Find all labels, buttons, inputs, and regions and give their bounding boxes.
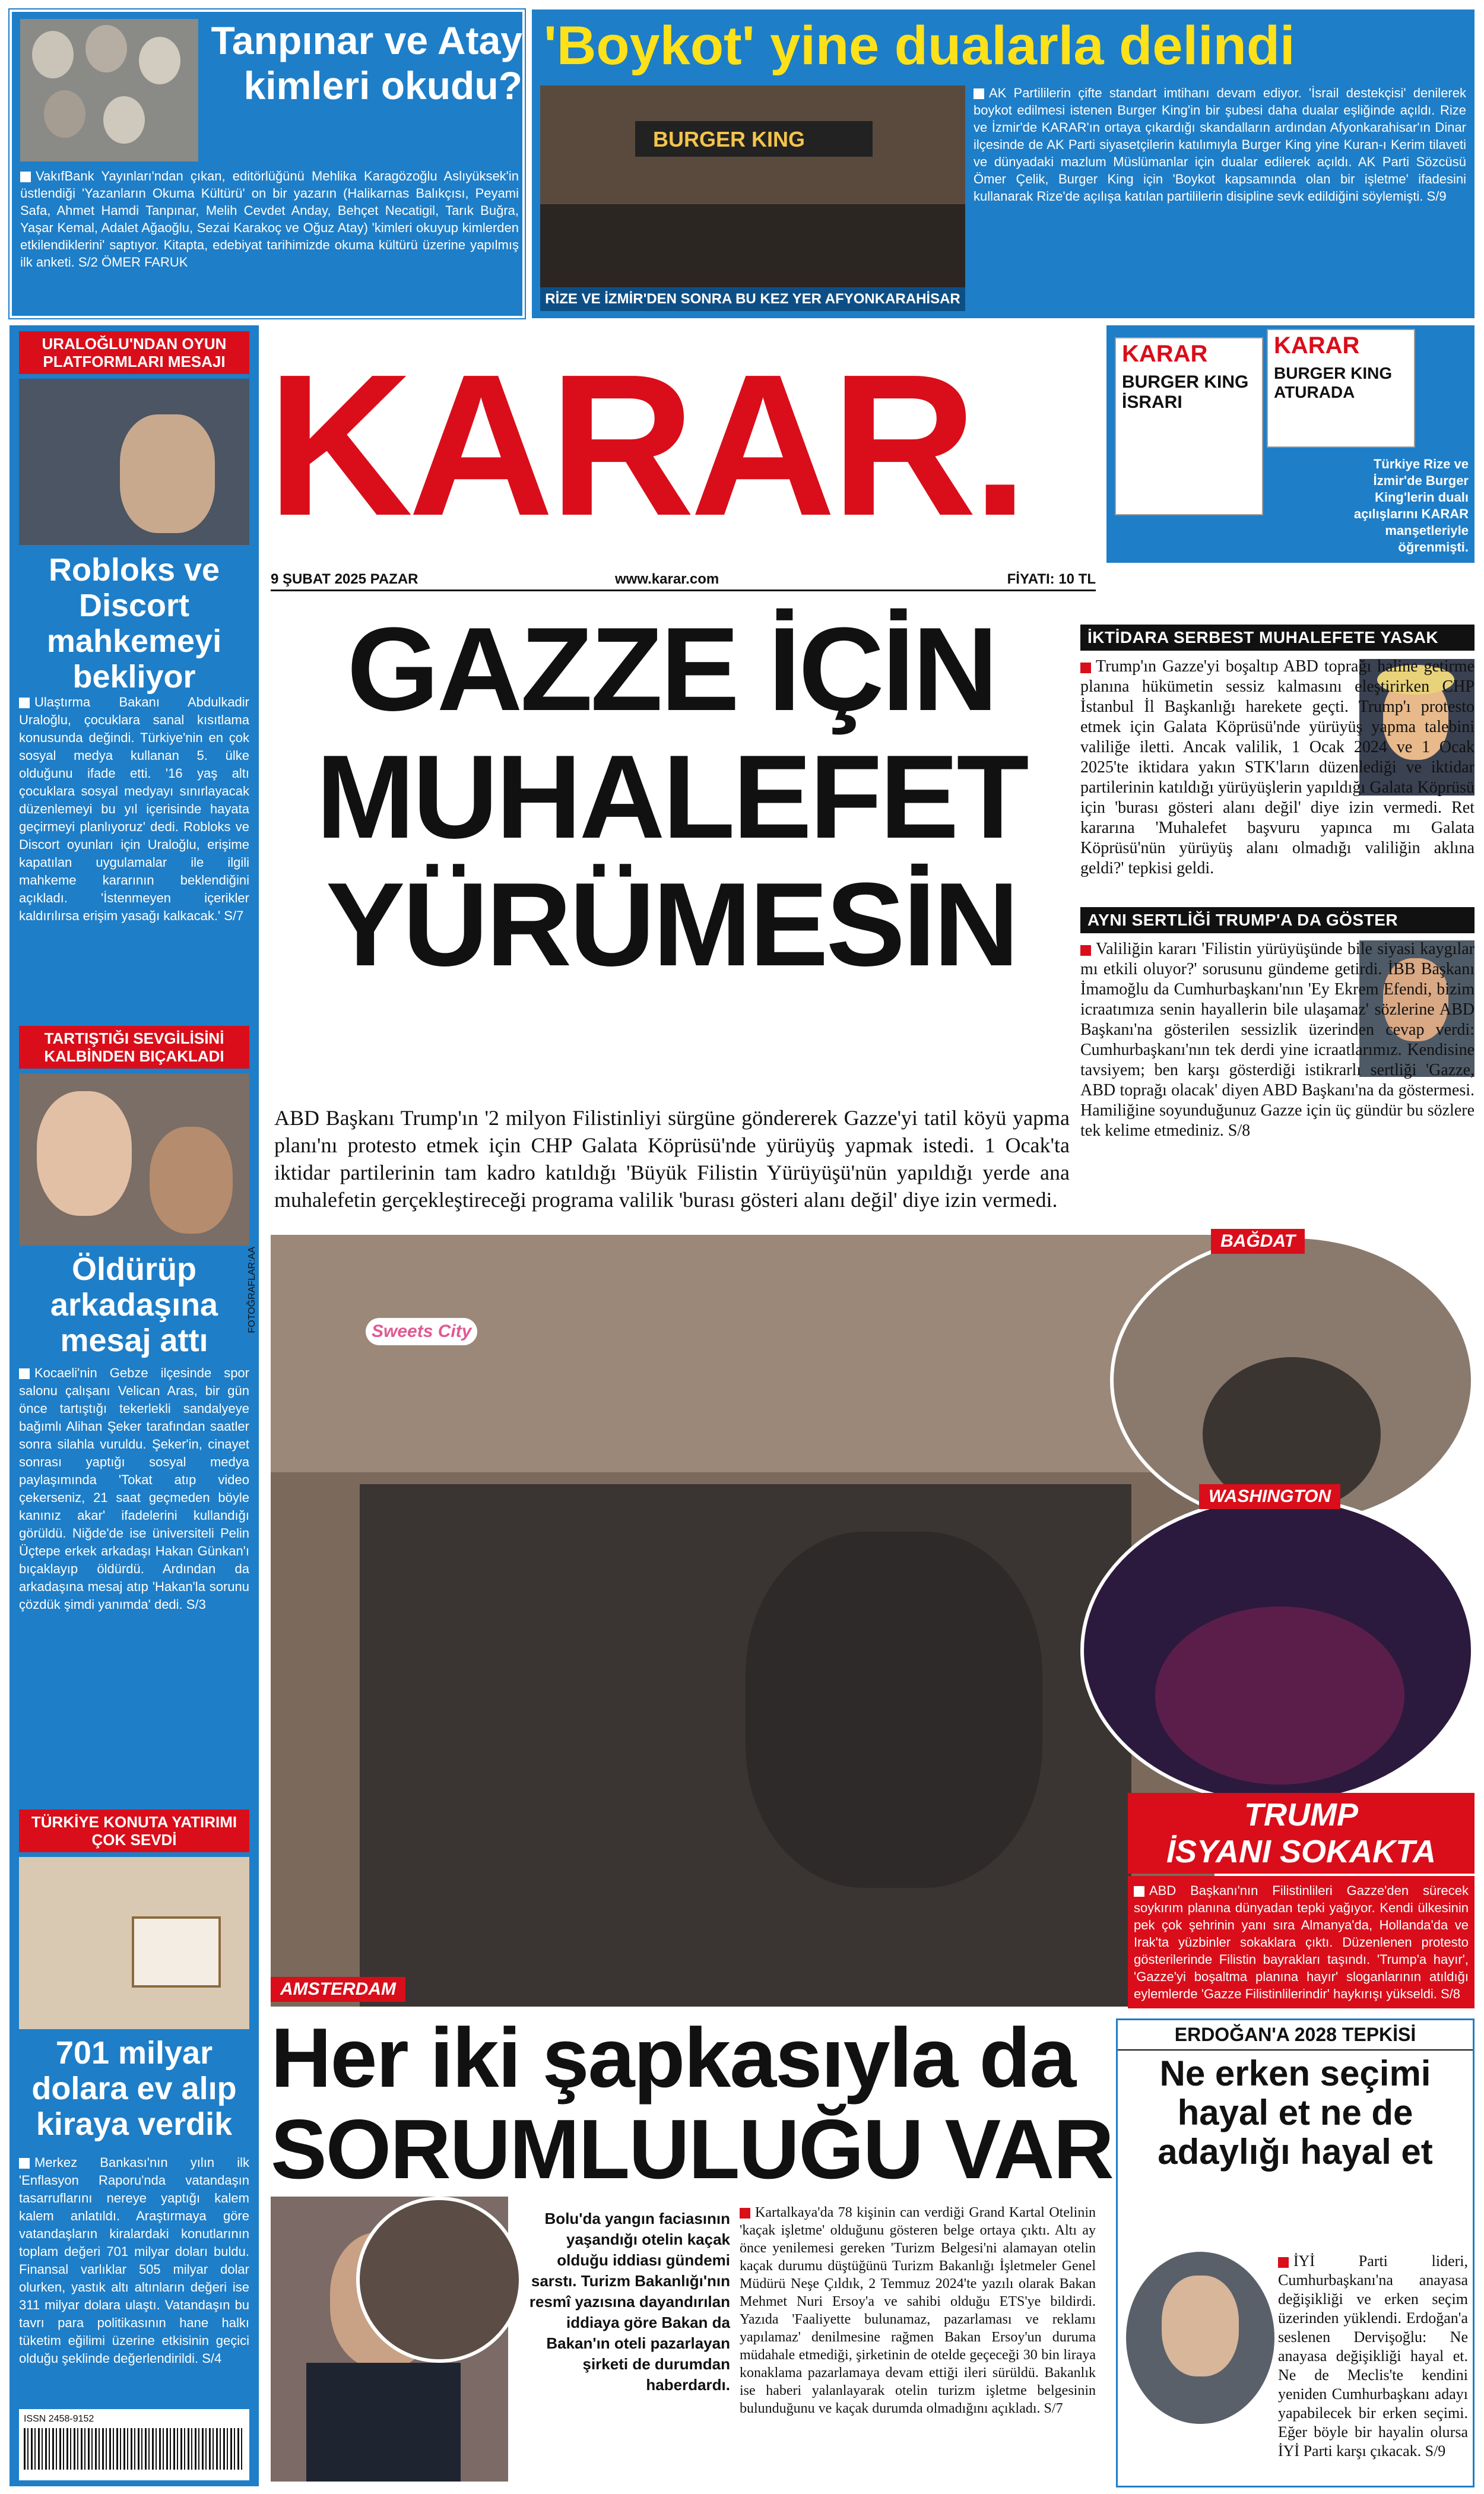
city-label-amsterdam: AMSTERDAM xyxy=(271,1977,405,2002)
section-bar-1: İKTİDARA SERBEST MUHALEFETE YASAK xyxy=(1080,625,1475,651)
erdogan-title: Ne erken seçimi hayal et ne de adaylığı hayal et xyxy=(1158,2053,1433,2172)
top-right-promo[interactable] xyxy=(532,9,1475,318)
photo-credit: FOTOĞRAFLAR:AA xyxy=(247,1247,257,1333)
top-right-body: AK Partililerin çifte standart imtihanı devam ediyor. 'İsrail destekçisi' denilerek boykot edilmesi istenen Burger King'in bir şubesi daha dualar eşliğinde açıldı. Rize ve İzmir'de KARAR'ın ortaya çıkardığı skandalların ardından Afyonkarahisar'ın Dinar ilçesinde de AK Parti siyasetçilerin katılımıyla Burger King yine Kuran-ı Kerim tilaveti ve dünyadaki mazlum Müslümanlar için dualar edilerek açıldı. AK Parti Sözcüsü Ömer Çelik, Burger King için 'Boykot kapsamında olan bir işletme' ifadesini kullanarak Rize'de açılışa katılan partililerin disipline sevk edildiğini söylemişti. S/9 xyxy=(974,85,1466,204)
lead-deck: ABD Başkanı Trump'ın '2 milyon Filistinliyi sürgüne göndererek Gazze'yi tatil köyü yapma planı'nı protesto etmek için CHP Galata Köprüsü'nde yürüyüş yapmak istedi. 1 Ocak'ta iktidar partilerinin tam kadro katıldığı 'Büyük Filistin Yürüyüşü'nün yapıldığı yerde ana muhalefetin gerçekleştireceği programa valilik 'burası gösteri alanı değil' diye izin vermedi. xyxy=(274,1106,1070,1212)
burger-king-photo xyxy=(540,85,965,287)
trump-protest-title: TRUMP İSYANI SOKAKTA xyxy=(1128,1793,1475,1874)
left-sidebar xyxy=(9,325,259,2486)
top-left-body: VakıfBank Yayınları'ndan çıkan, editörlüğünü Mehlika Karagözoğlu Aslıyüksek'in üstlendiği 'Yazanların Okuma Kültürü' on bir yazarın (Halikarnas Balıkçısı, Peyami Safa, Ahmet Hamdi Tanpınar, Melih Cevdet Anday, Behçet Necatigil, Tarık Buğra, Yaşar Kemal, Adalet Ağaoğlu, Sezai Karakoç ve Oğuz Atay) 'kimleri okuyup kimlerden etkilendiklerini' saptıyor. Kitapta, edebiyat tarihimizde okuma kültürü üzerine yapılmış ilk anketi. S/2 ÖMER FARUK xyxy=(20,169,519,270)
photo-sign: BURGER KING xyxy=(653,127,806,151)
clip1-head: BURGER KING İSRARI xyxy=(1122,372,1249,412)
price: FİYATI: 10 TL xyxy=(1007,571,1096,587)
shop-sign: Sweets City xyxy=(366,1318,477,1345)
sidebar-title-1: Robloks ve Discort mahkemeyi bekliyor xyxy=(46,552,222,695)
erdogan-body: İYİ Parti lideri, Cumhurbaşkanı'na anayasa değişikliği ve erken seçim üzerinden yüklendi. Erdoğan'a seslenen Dervişoğlu: Ne anayasa değişikliği hayal et. Ne de Meclis'te kendini yeniden Cumhurbaşkanı adayı yapabilecek bir erken seçimi. Eğer böyle bir hayalin olursa İYİ Parti karşı çıkacak. S/9 xyxy=(1278,2252,1468,2460)
erdogan-kicker: ERDOĞAN'A 2028 TEPKİSİ xyxy=(1118,2020,1473,2051)
clip2-logo: KARAR xyxy=(1274,332,1360,359)
washington-photo xyxy=(1080,1496,1475,1805)
sidebar-body-1: Ulaştırma Bakanı Abdulkadir Uraloğlu, çocuklara sanal kısıtlama konusunda değindi. Türkiye'nin en çok sosyal medya kullanan 5. ülke olduğunu ifade etti. '16 yaş altı çocuklara sosyal medyayı sınırlayacak düzenlemeyi bu yıl içerisinde hayata geçirmeyi planlıyoruz' dedi. Robloks ve Discort oyunları için Uraloğlu, erişime kapatılan uygulamalar ile ilgili mahkeme kararının beklendiğini açıkladı. 'İstenmeyen içerikler kaldırılırsa erişim yasağı kalkacak.' S/7 xyxy=(19,695,249,923)
money-house-photo xyxy=(19,1857,249,2029)
issn-label: ISSN 2458-9152 xyxy=(24,2414,94,2424)
top-left-title: Tanpınar ve Atay kimleri okudu? xyxy=(211,18,522,107)
amsterdam-photo[interactable] xyxy=(271,1235,1215,2007)
authors-collage xyxy=(20,19,198,161)
clipping-2 xyxy=(1267,329,1415,448)
hotel-fire-photo xyxy=(356,2197,522,2363)
bottom-small-text: Bolu'da yangın faciasının yaşandığı otelin kaçak olduğu iddiası gündemi sarstı. Turizm Bakanlığı'nın resmî yazısına dayandırılan iddiaya göre Bakan da Bakan'ın oteli pazarlayan şirketi de durumdan haberdardı. xyxy=(529,2210,730,2394)
couple-photo xyxy=(19,1073,249,1246)
clippings-box xyxy=(1106,325,1475,563)
baghdad-photo xyxy=(1110,1235,1475,1526)
lead-headline: GAZZE İÇİN MUHALEFET YÜRÜMESİN xyxy=(316,603,1027,991)
clipping-1 xyxy=(1115,337,1263,515)
dervisoglu-photo xyxy=(1126,2252,1274,2424)
sidebar-kicker-3: TÜRKİYE KONUTA YATIRIMI ÇOK SEVDİ xyxy=(19,1810,249,1852)
sidebar-title-3: 701 milyar dolara ev alıp kiraya verdik xyxy=(31,2035,237,2142)
clip1-logo: KARAR xyxy=(1122,341,1208,367)
section-bar-2: AYNI SERTLİĞİ TRUMP'A DA GÖSTER xyxy=(1080,907,1475,933)
bottom-headline: Her iki şapkasıyla da SORUMLULUĞU VAR xyxy=(271,2011,1113,2197)
dateline-bar xyxy=(271,568,1096,591)
uraloglu-photo xyxy=(19,379,249,545)
clipping-caption: Türkiye Rize ve İzmir'de Burger King'lerin dualı açılışlarını KARAR manşetleriyle öğrenmişti. xyxy=(1353,457,1469,554)
sidebar-body-2: Kocaeli'nin Gebze ilçesinde spor salonu çalışanı Velican Aras, bir gün önce tartıştığı tekerlekli sandalyeye bağımlı Alihan Şeker tarafından saatler sonra silahla vuruldu. Şeker'in, cinayet sonrası yaptığı sosyal medya paylaşımında 'Tokat atıp video çekerseniz, 21 saat geçmeden böyle kanınız akar' ifadelerini kullandığı görüldü. Niğde'de ise üniversiteli Pelin Üçtepe erkek arkadaşı Hakan Günkan'ı bıçaklayıp öldürdü. Ardından da arkadaşına mesaj atıp 'Hakan'la sorunu çözdük şimdi yanımda' dedi. S/3 xyxy=(19,1365,249,1612)
sidebar-title-2: Öldürüp arkadaşına mesaj attı xyxy=(50,1251,218,1358)
site-url[interactable]: www.karar.com xyxy=(615,571,719,587)
trump-protest-body: ABD Başkanı'nın Filistinlileri Gazze'den sürecek soykırım planına dünyadan tepki yağıyor. Kendi ülkesinin pek çok şehrinin yanı sıra Almanya'da, Hollanda'da ve Irak'ta yüzbinler sokaklara çıktı. Düzenlenen protesto gösterilerinde Filistin bayrakları taşındı. 'Trump'a hayır', 'Gazze'yi boşaltma planına hayır' sloganlarının atıldığı eylemlerde 'Gazze Filistinlilerindir' haykırışı yükseldi. S/8 xyxy=(1128,1876,1475,2008)
erdogan-box xyxy=(1116,2018,1475,2487)
barcode xyxy=(19,2409,249,2480)
top-left-promo[interactable] xyxy=(9,9,525,318)
issue-date: 9 ŞUBAT 2025 PAZAR xyxy=(271,571,418,587)
city-label-baghdad: BAĞDAT xyxy=(1211,1229,1305,1254)
sidebar-kicker-1: URALOĞLU'NDAN OYUN PLATFORMLARI MESAJI xyxy=(19,331,249,374)
right-body-1: Trump'ın Gazze'yi boşaltıp ABD toprağı haline getirme planına hükümetin sessiz kalmasını eleştirirken CHP İstanbul İl Başkanlığı harekete geçti. Trump'ı protesto etmek için Galata Köprüsü'nde yürüyüş yapma talebini valiliğe iletti. Ancak valilik, 1 Ocak 2024 ve 1 Ocak 2025'te iktidara yakın STK'ların düzenlediği ve iktidar partilerinin katıldığı yürüyüşlerin yapıldığı Galata Köprüsü için 'burası gösteri alanı değil' diye izin vermedi. Ret kararına 'Muhalefet başvuru yapınca mı Galata Köprüsü'nün yürüyüş alanı olmadığı valiliğin aklına geldi?' tepkisi geldi. xyxy=(1080,657,1475,877)
right-body-2: Valiliğin kararı 'Filistin yürüyüşünde bile siyasi kaygılar mı etkili oluyor?' sorusunu gündeme getirdi. İBB Başkanı İmamoğlu da Cumhurbaşkanı'nın 'Ey Ekrem Efendi, bizim icraatımıza senin hayallerin bile ulaşamaz' sözlerine ABD Başkanı'na gösterilen sessizlik üzerinden cevap verdi: Cumhurbaşkanı'nın tek derdi yine icraatlarımız. Kendisine tavsiyem; ben karşı gösterdiği istikrarlı sertliği 'Gazze, ABD toprağı olacak' diyen ABD Başkanı'na da göstermesi. Hamiliğine soyunduğunuz Gazze için üç gündür bu sözlere tek kelime etmediniz. S/8 xyxy=(1080,940,1475,1140)
sidebar-kicker-2: TARTIŞTIĞI SEVGİLİSİNİ KALBİNDEN BIÇAKLADI xyxy=(19,1026,249,1069)
logo[interactable]: KARAR. xyxy=(267,332,1024,558)
bottom-body: Kartalkaya'da 78 kişinin can verdiği Grand Kartal Otelinin 'kaçak işletme' olduğunu gösteren belge ortaya çıktı. Altı ay önce yenilemesi gereken 'Turizm Belgesi'ni alamayan otelin kaçak durumu düştüğünü Turizm Bakanlığı İşletmeler Genel Müdürü Neşe Çıldık, 2 Temmuz 2024'te yazılı olarak Bakan Mehmet Nuri Ersoy'a ve sahibi olduğu ETS'ye bildirdi. Yazıda 'Faaliyette bulunamaz, pazarlaması ve reklamı yapılamaz' denilmesine rağmen Bakan Ersoy'un duruma müdahale etmediği, şirketinin de otelde geçeceği 30 bin liraya konaklama pazarlamaya devam ettiği ileri sürüldü. Bakanlık ise haberi yalanlayarak otelin turizm işletme belgesinin bulunduğunu ve kaçak durumda olmadığını açıkladı. S/7 xyxy=(740,2205,1096,2416)
photo-caption: RİZE VE İZMİR'DEN SONRA BU KEZ YER AFYONKARAHİSAR xyxy=(540,287,965,311)
sidebar-body-3: Merkez Bankası'nın yılın ilk 'Enflasyon Raporu'nda vatandaşın tasarruflarını nereye yaptığı kalem kalem anlatıldı. Araştırmaya göre vatandaşların kiralardaki konutlarının toplam değeri 701 milyar doları buldu. Finansal varlıklar 505 milyar dolar olurken, yastık altı altınların değeri ise 311 milyar dolara ulaştı. Vatandaşın bu tavrı para politikasının hane halkı tüketim eğilimi üzerine etkisinin geçici olduğu şeklinde değerlendirildi. S/4 xyxy=(19,2155,249,2366)
top-right-title: 'Boykot' yine dualarla delindi xyxy=(544,15,1295,76)
city-label-washington: WASHINGTON xyxy=(1199,1484,1340,1509)
clip2-head: BURGER KING ATURADA xyxy=(1274,364,1393,401)
